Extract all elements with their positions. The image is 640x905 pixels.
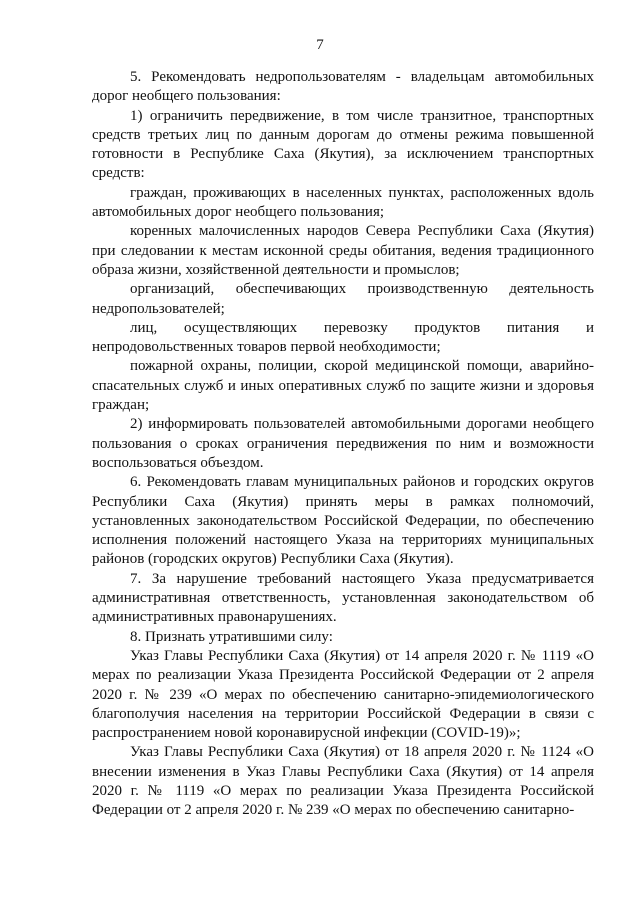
paragraph-decree-1124: Указ Главы Республики Саха (Якутия) от 18 апреля 2020 г. № 1124 «О внесении изменения в Указ Главы Республики Саха (Якутия) от 14 апреля 2020 г. № 1119 «О мерах по реализации Указа Президента Российской Федерации от 2 апреля 2020 г. № 239 «О мерах по обеспечению санитарно-: [92, 744, 594, 819]
paragraph-transport-persons: лиц, осуществляющих перевозку продуктов питания и непродовольственных товаров первой необходимости;: [92, 319, 594, 356]
paragraph-subitem-1: 1) ограничить передвижение, в том числе транзитное, транспортных средств третьих лиц по данным дорогам до отмены режима повышенной готовности в Республике Саха (Якутия), за исключением транспортных средств:: [92, 107, 594, 182]
document-body: [92, 68, 594, 821]
page-number: 7: [316, 37, 324, 53]
paragraph-decree-1119: Указ Главы Республики Саха (Якутия) от 14 апреля 2020 г. № 1119 «О мерах по реализации Указа Президента Российской Федерации от 2 апреля 2020 г. № 239 «О мерах по обеспечению санитарно-эпидемиологического благополучия населения на территории Российской Федерации в связи с распространением новой коронавирусной инфекции (COVID-19)»;: [92, 647, 594, 742]
paragraph-subitem-2: 2) информировать пользователей автомобильными дорогами необщего пользования о сроках ограничения передвижения по ним и возможности воспользоваться объездом.: [92, 416, 594, 471]
paragraph-emergency-services: пожарной охраны, полиции, скорой медицинской помощи, аварийно-спасательных служб и иных оперативных служб по защите жизни и здоровья граждан;: [92, 358, 594, 414]
paragraph-item-5: 5. Рекомендовать недропользователям - владельцам автомобильных дорог необщего пользования:: [92, 69, 594, 105]
paragraph-item-6: 6. Рекомендовать главам муниципальных районов и городских округов Республики Саха (Якутия) принять меры в рамках полномочий, установленных законодательством Российской Федерации, по обеспечению исполнения положений настоящего Указа на территориях муниципальных районов (городских округов) Республики Саха (Якутия).: [92, 474, 594, 568]
paragraph-item-7: 7. За нарушение требований настоящего Указа предусматривается административная ответственность, установленная законодательством об административных правонарушениях.: [92, 570, 594, 626]
paragraph-item-8: 8. Признать утратившими силу:: [130, 628, 333, 645]
paragraph-residents: граждан, проживающих в населенных пунктах, расположенных вдоль автомобильных дорог необщего пользования;: [92, 184, 594, 221]
paragraph-indigenous-peoples: коренных малочисленных народов Севера Республики Саха (Якутия) при следовании к местам исконной среды обитания, ведения традиционного образа жизни, хозяйственной деятельности и промыслов;: [92, 223, 594, 278]
paragraph-organizations: организаций, обеспечивающих производственную деятельность недропользователей;: [92, 281, 594, 317]
